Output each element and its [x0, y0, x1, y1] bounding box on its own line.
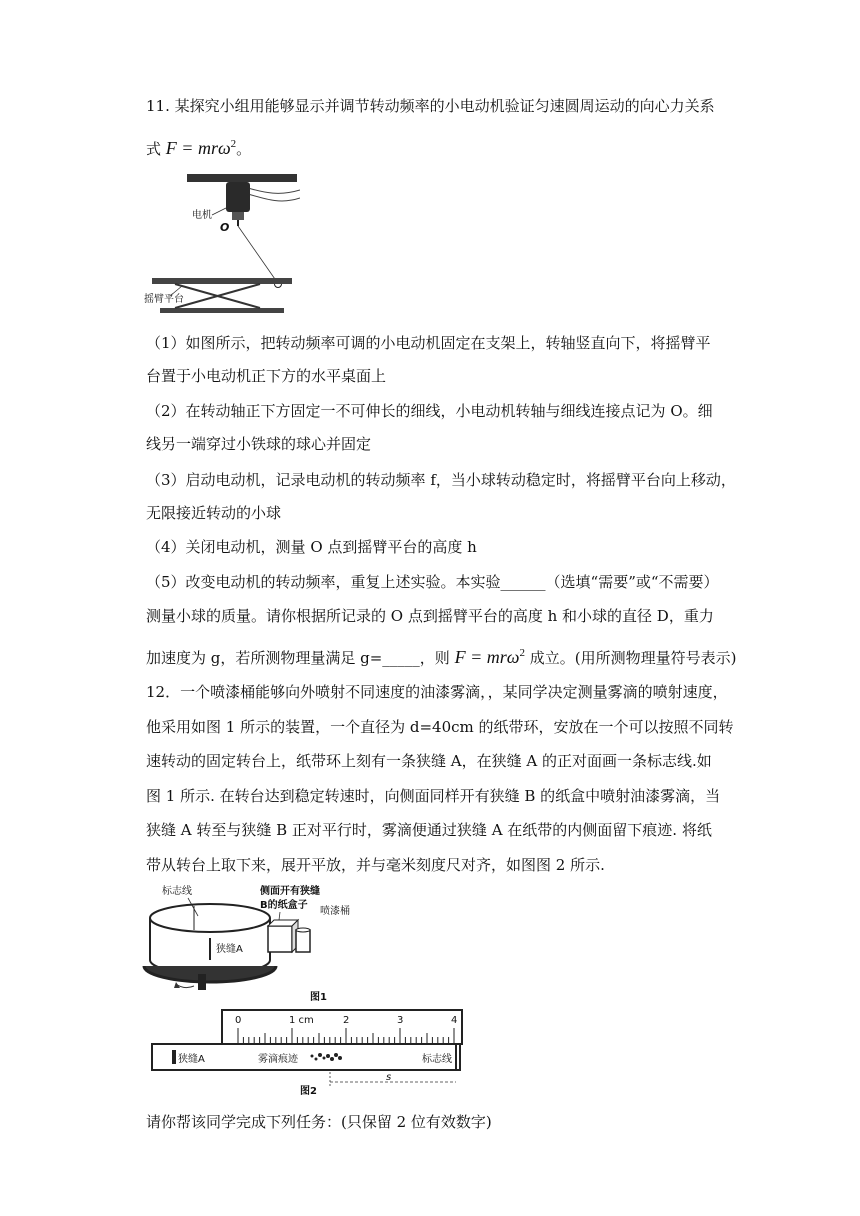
- q11-step3-line2: 无限接近转动的小球: [146, 504, 282, 522]
- q12-line1: 12．一个喷漆桶能够向外喷射不同速度的油漆雾滴，，某同学决定测量雾滴的喷射速度，: [146, 683, 728, 701]
- label-box-line2: B的纸盒子: [260, 900, 308, 911]
- stand-bar: [187, 174, 297, 182]
- tape-label-mark: 标志线: [422, 1054, 452, 1065]
- paper-ring-top: [150, 904, 270, 932]
- label-spray-can: 喷漆桶: [320, 906, 350, 917]
- q11-step2-line2: 线另一端穿过小铁球的球心并固定: [146, 435, 372, 453]
- q12-line4: 图 1 所示. 在转台达到稳定转速时，向侧面同样开有狭缝 B 的纸盒中喷射油漆雾滴，当: [146, 787, 721, 805]
- q11-apparatus-figure: [140, 168, 300, 318]
- q11-step5-line1: （5）改变电动机的转动频率，重复上述实验。本实验______（选填“需要”或“不需要）: [146, 573, 719, 591]
- q12-figure1: [140, 878, 380, 1006]
- q11-intro-suffix: 。: [236, 140, 252, 158]
- ruler-label: 4: [451, 1015, 458, 1026]
- q12-task: 请你帮该同学完成下列任务：(只保留 2 位有效数字): [146, 1113, 492, 1131]
- ruler-label: 2: [343, 1015, 350, 1026]
- q12-line3: 速转动的固定转台上，纸带环上刻有一条狭缝 A，在狭缝 A 的正对面画一条标志线.如: [146, 752, 712, 770]
- q11-step4: （4）关闭电动机，测量 O 点到摇臂平台的高度 h: [146, 538, 477, 556]
- motor-body: [226, 182, 250, 212]
- q11-step1-line2: 台置于小电动机正下方的水平桌面上: [146, 367, 387, 385]
- label-fig2: 图2: [300, 1086, 317, 1096]
- dimension-s: s: [386, 1072, 392, 1083]
- q11-formula-repeat: F = mrω$^2$: [454, 647, 525, 667]
- label-fig1: 图1: [310, 992, 327, 1003]
- spray-can: [296, 930, 310, 952]
- q11-intro-line2: [146, 134, 251, 159]
- label-motor: 电机: [192, 210, 212, 221]
- ruler-label: 3: [397, 1015, 404, 1026]
- q11-intro-line1: 11. 某探究小组用能够显示并调节转动频率的小电动机验证匀速圆周运动的向心力关系: [146, 97, 715, 115]
- q11-step5-line2: 测量小球的质量。请你根据所记录的 O 点到摇臂平台的高度 h 和小球的直径 D，重力: [146, 607, 714, 625]
- swing-platform: [152, 278, 292, 284]
- tape-label-trace: 雾滴痕迹: [258, 1054, 298, 1065]
- q11-step3-line1: （3）启动电动机，记录电动机的转动频率 f，当小球转动稳定时，将摇臂平台向上移动，: [146, 471, 736, 489]
- tape-label-slit: 狭缝A: [178, 1054, 205, 1065]
- q11-intro-prefix: 式: [146, 140, 162, 158]
- ruler-label: 1 cm: [289, 1015, 314, 1026]
- q11-step2-line1: （2）在转动轴正下方固定一不可伸长的细线，小电动机转轴与细线连接点记为 O。细: [146, 402, 713, 420]
- q11-step1-line1: （1）如图所示，把转动频率可调的小电动机固定在支架上，转轴竖直向下，将摇臂平: [146, 334, 711, 352]
- string: [238, 226, 277, 282]
- mm-ruler: [222, 1010, 462, 1044]
- q12-figure2: [150, 1008, 470, 1096]
- turntable: [144, 966, 276, 982]
- ruler-label: 0: [235, 1015, 242, 1026]
- q11-step5-prefix: 加速度为 g，若所测物理量满足 g=_____，则: [146, 649, 450, 667]
- label-slit-a: 狭缝A: [216, 944, 243, 955]
- label-o: O: [220, 221, 230, 234]
- label-mark-line: 标志线: [162, 886, 192, 897]
- label-platform: 摇臂平台: [144, 294, 184, 305]
- q12-line2: 他采用如图 1 所示的装置，一个直径为 d=40cm 的纸带环，安放在一个可以按照不同转: [146, 718, 734, 736]
- slit-box: [268, 926, 292, 952]
- q11-step5-suffix: 成立。(用所测物理量符号表示): [529, 649, 737, 667]
- q12-line6: 带从转台上取下来，展开平放，并与毫米刻度尺对齐，如图图 2 所示.: [146, 856, 605, 874]
- q11-step5-line3: [146, 643, 736, 668]
- label-box-line1: 侧面开有狭缝: [260, 886, 320, 897]
- q12-line5: 狭缝 A 转至与狭缝 B 正对平行时，雾滴便通过狭缝 A 在纸带的内侧面留下痕迹. 将纸: [146, 821, 712, 839]
- q11-formula: F = mrω$^2$: [165, 138, 237, 158]
